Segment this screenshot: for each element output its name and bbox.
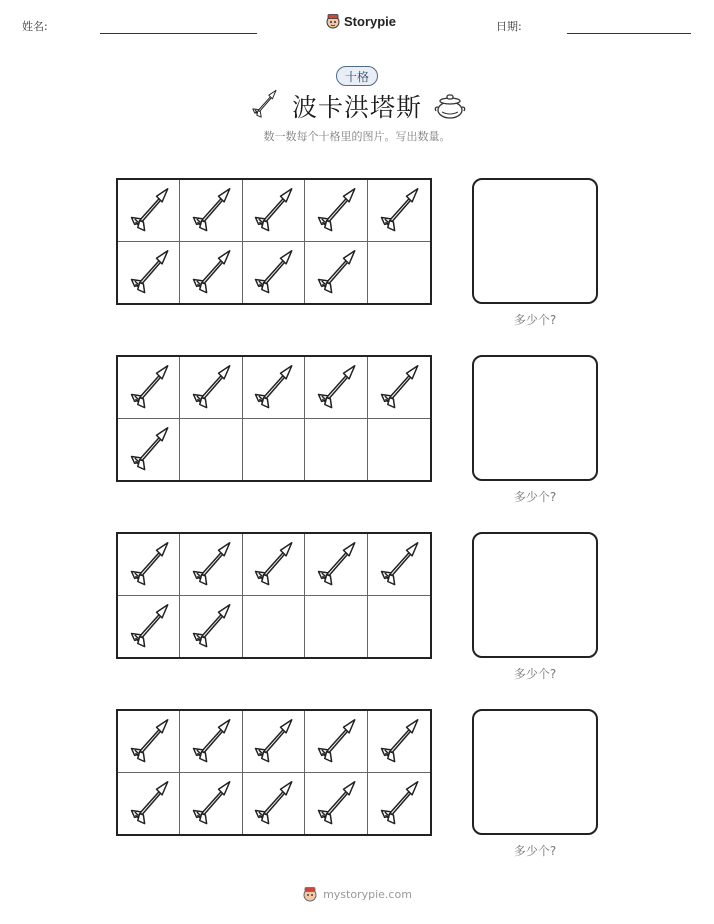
storypie-logo-icon [325, 13, 341, 29]
answer-box[interactable] [472, 355, 598, 481]
instructions: 数一数每个十格里的图片。写出数量。 [263, 130, 451, 143]
ten-frame-cell [180, 711, 242, 773]
topic-badge: 十格 [336, 66, 378, 86]
ten-frame-cell [180, 534, 242, 596]
arrow-icon [126, 539, 172, 589]
arrow-icon [126, 185, 172, 235]
arrow-icon [313, 362, 359, 412]
arrow-icon [188, 247, 234, 297]
ten-frame-cell [243, 419, 305, 481]
ten-frame-cell [118, 180, 180, 242]
ten-frame-cell [368, 596, 430, 658]
ten-frame-cell [118, 419, 180, 481]
date-line[interactable] [567, 33, 691, 34]
arrow-icon [126, 778, 172, 828]
ten-frame-cell [243, 711, 305, 773]
ten-frame-cell [243, 357, 305, 419]
arrow-icon [250, 778, 296, 828]
arrow-icon [250, 185, 296, 235]
ten-frame-cell [305, 534, 367, 596]
ten-frame [116, 532, 432, 659]
ten-frame-cell [243, 180, 305, 242]
answer-box[interactable] [472, 709, 598, 835]
ten-frame-cell [305, 242, 367, 304]
ten-frame [116, 178, 432, 305]
ten-frame-cell [180, 419, 242, 481]
how-many-prompt: 多少个? [513, 844, 557, 858]
ten-frame [116, 709, 432, 836]
arrow-icon [126, 362, 172, 412]
ten-frame-cell [118, 534, 180, 596]
arrow-icon [376, 716, 422, 766]
arrow-icon [376, 362, 422, 412]
ten-frame-cell [180, 596, 242, 658]
date-label: 日期: [496, 20, 522, 33]
arrow-icon [250, 247, 296, 297]
ten-frame-cell [368, 534, 430, 596]
ten-frame-cell [368, 773, 430, 835]
ten-frame-cell [368, 357, 430, 419]
arrow-icon [126, 247, 172, 297]
arrow-icon [126, 424, 172, 474]
ten-frame-cell [180, 357, 242, 419]
ten-frame-cell [243, 242, 305, 304]
arrow-icon [376, 778, 422, 828]
storypie-logo-icon [302, 886, 318, 902]
ten-frame-cell [118, 596, 180, 658]
footer-site: mystorypie.com [323, 887, 412, 901]
ten-frame-cell [368, 711, 430, 773]
ten-frame-cell [180, 242, 242, 304]
arrow-icon [188, 716, 234, 766]
name-label: 姓名: [22, 20, 48, 33]
arrow-icon [188, 185, 234, 235]
ten-frame-cell [118, 773, 180, 835]
arrow-icon [376, 539, 422, 589]
how-many-prompt: 多少个? [513, 313, 557, 327]
ten-frame-cell [243, 596, 305, 658]
arrow-icon [188, 778, 234, 828]
brand-logo [325, 13, 396, 29]
arrow-icon [188, 539, 234, 589]
ten-frame-cell [243, 773, 305, 835]
arrow-icon [126, 601, 172, 651]
answer-box[interactable] [472, 532, 598, 658]
ten-frame-cell [305, 357, 367, 419]
footer [0, 886, 714, 902]
arrow-icon [126, 716, 172, 766]
arrow-icon [250, 362, 296, 412]
ten-frame-cell [305, 180, 367, 242]
ten-frame-cell [305, 419, 367, 481]
ten-frame-cell [305, 596, 367, 658]
ten-frame-cell [118, 711, 180, 773]
ten-frame-cell [180, 180, 242, 242]
arrow-icon [313, 778, 359, 828]
arrow-icon [313, 247, 359, 297]
arrow-icon [188, 362, 234, 412]
page-title: 波卡洪塔斯 [291, 93, 422, 122]
brand-name: Storypie [344, 13, 397, 29]
how-many-prompt: 多少个? [513, 667, 557, 681]
ten-frame-cell [368, 180, 430, 242]
arrow-icon [376, 185, 422, 235]
arrow-icon [250, 716, 296, 766]
ten-frame-cell [368, 419, 430, 481]
arrow-icon [313, 539, 359, 589]
ten-frame-cell [118, 357, 180, 419]
cooking-pot-icon [434, 92, 466, 120]
ten-frame-cell [305, 711, 367, 773]
name-line[interactable] [100, 33, 257, 34]
ten-frame-cell [243, 534, 305, 596]
ten-frame-cell [180, 773, 242, 835]
how-many-prompt: 多少个? [513, 490, 557, 504]
arrow-icon [188, 601, 234, 651]
answer-box[interactable] [472, 178, 598, 304]
arrow-icon [313, 185, 359, 235]
arrow-icon [250, 539, 296, 589]
ten-frame-cell [368, 242, 430, 304]
ten-frame-cell [118, 242, 180, 304]
ten-frame [116, 355, 432, 482]
arrow-icon [313, 716, 359, 766]
ten-frame-cell [305, 773, 367, 835]
